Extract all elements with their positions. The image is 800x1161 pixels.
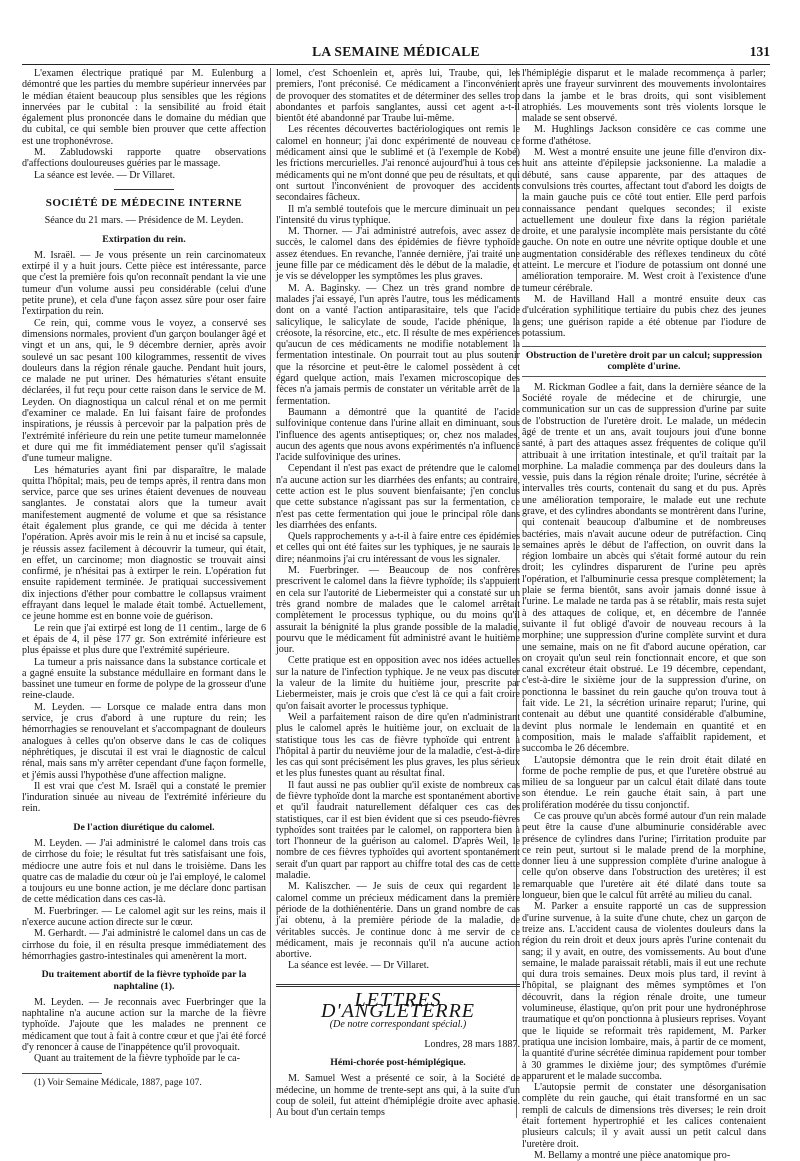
paragraph: La séance est levée. — Dr Villaret. xyxy=(288,960,430,972)
section-heading: SOCIÉTÉ DE MÉDECINE INTERNE xyxy=(45,196,243,209)
paragraph: M. Samuel West a présenté ce soir, à la Société de médecine, un homme de trente-sept ans qui, à la suite d'un coup de soleil, fut atteint d'hémiplégie droite avec aphasie. Au bout d'un certain temps xyxy=(276,1073,520,1119)
paragraph: Weil a parfaitement raison de dire qu'en n'administrant plus le calomel après le huitième jour, on excluait de la statistique tous les cas de fièvre typhoïde qui entrent à l'hôpital à partir du neuvième jour de la maladie, c'est-à-dire les cas qui sont précisément les plus graves, les plus sérieux et les plus funestes quant au résultat final. xyxy=(276,711,520,780)
paragraph: La séance est levée. — Dr Villaret. xyxy=(34,169,176,181)
journal-title: LA SEMAINE MÉDICALE xyxy=(312,44,480,59)
subheading: Hémi-chorée post-hémiplégique. xyxy=(330,1056,466,1068)
paragraph: Baumann a démontré que la quantité de l'acide sulfovinique contenue dans l'urine allait en diminuant, sous l'influence des agents antiseptiques; or, chez nos malades, aucun des agents que nous avons expérimentés n'a influencé l'acide sulfovinique des urines. xyxy=(276,406,520,464)
paragraph: M. Zabludowski rapporte quatre observations d'affections douloureuses guéries par le massage. xyxy=(22,147,266,170)
paragraph: Ce rein, qui, comme vous le voyez, a conservé ses dimensions normales, provient d'un garçon boulanger âgé et vingt et un ans, qui, le 9 décembre dernier, après avoir soulevé un sac pesant 100 kilogrammes, ressentit de vives douleurs dans la région rénale gauche. Pendant huit jours, ce malade ne put uriner. Des hématuries s'étant ensuite déclarées, il fut reçu pour cette raison dans le service de M. Leyden. On diagnostiqua un calcul rénal et on me permit d'examiner ce malade. En lui faisant faire de profondes inspirations, je réussis à percevoir par la palpation près de l'extrémité inférieure du rein une petite tumeur mamelonnée et dure qui me fit immédiatement penser qu'il s'agissait d'une tumeur maligne. xyxy=(22,317,266,465)
paragraph: Cependant il n'est pas exact de prétendre que le calomel n'a aucune action sur les diarrhées des enfants; au contraire, cette action est le plus souvent bienfaisante; j'en conclus que cette substance n'agissant pas sur la fermentation, ce n'est pas cette fermentation qui joue le principal rôle dans les diarrhées des enfants. xyxy=(276,463,520,531)
paragraph: M. Gerhardt. — J'ai administré le calomel dans un cas de cirrhose du foie, il en résulta presque immédiatement des hémorrhagies gastro-intestinales qui amenèrent la mort. xyxy=(22,928,266,962)
paragraph: Il m'a semblé toutefois que le mercure diminuait un peu l'intensité du virus typhique. xyxy=(276,203,520,226)
subheading: Extirpation du rein. xyxy=(102,233,186,245)
paragraph: M. Fuerbringer. — Beaucoup de nos confrères prescrivent le calomel dans la fièvre typhoïde; ils s'appuient en cela sur l'autorité de Liebermeister qui a constaté sur un très grand nombre de malades que le calomel arrêtait complètement le processus typhique, ou du moins qu'il assurait la bénignité la plus grande possible de la maladie, pourvu que le médicament fût administré avant le huitième jour. xyxy=(276,565,520,656)
column-1 xyxy=(22,68,266,1118)
paragraph: M. Leyden. — Je reconnais avec Fuerbringer que la naphtaline n'a aucune action sur la marche de la fièvre typhoïde. J'ajoute que les malades ne prennent ce médicament que tout à fait à contre cœur et que j'ai été forcé d'y renoncer à cause de l'inappétence qu'il provoquait. xyxy=(22,996,266,1054)
section-subtitle: (De notre correspondant spécial.) xyxy=(329,1019,467,1031)
paragraph: Il est vrai que c'est M. Israël qui a constaté le premier l'induration sinuée au niveau de l'extrémité inférieure du rein. xyxy=(22,780,266,815)
paragraph: La tumeur a pris naissance dans la substance corticale et a gagné ensuite la substance médullaire en formant dans le bassinet une tumeur en forme de polype de la grosseur d'une reine-claude. xyxy=(22,656,266,702)
paragraph: Quels rapprochements y a-t-il à faire entre ces épidémies et celles qui ont été faites sur les typhiques, je ne saurais le dire; néanmoins j'ai cru intéressant de vous les signaler. xyxy=(276,531,520,565)
paragraph: M. A. Baginsky. — Chez un très grand nombre de malades j'ai essayé, l'un après l'autre, tous les médicaments dont on a vanté l'action antiparasitaire, tels que l'acide salicylique, le salicylate de soude, l'acide phénique, la créosote, la résorcine, etc., etc. Il résulte de mes expériences qu'aucun de ces médicaments ne modifie notablement la fermentation intestinale. On pourrait tout au plus soutenir que la résorcine et peut-être le calomel possèdent à cet égard quelque action, mais l'examen microscopique des fèces n'a jamais permis de constater un véritable arrêt de la fermentation. xyxy=(276,282,520,407)
paragraph: M. Leyden. — J'ai administré le calomel dans trois cas de cirrhose du foie; le résultat fut très satisfaisant une fois, médiocre une autre fois et nul dans le troisième. Dans les quatre cas de maladie du cœur où je l'ai employé, le calomel a toujours eu une bonne action, je me déclare donc partisan de cette médication dans ces cas-là. xyxy=(22,838,266,906)
paragraph: M. West a montré ensuite une jeune fille d'environ dix-huit ans atteinte d'épilepsie jacksonienne. La maladie a débuté, sans cause apparente, par des attaques de convulsions très courtes, affectant tout d'abord les doigts de la main gauche puis ce côté tout entier. Elle perd parfois connaissance pendant quelques secondes; il existe actuellement une douleur fixe dans la région pariétale droite, et une paralysie incomplète mais persistante du côté gauche. On note en outre une névrite optique double et une augmentation considérable des réflexes tendineux du côté atteint. Le mercure et l'iodure de potassium ont donné une amélioration temporaire. M. West croit à l'existence d'une tumeur cérébrale. xyxy=(522,147,766,294)
paragraph: M. Fuerbringer. — Le calomel agit sur les reins, mais il n'exerce aucune action directe sur le cœur. xyxy=(22,905,266,929)
meeting-info: Séance du 21 mars. — Présidence de M. Leyden. xyxy=(44,215,244,227)
paragraph: M. Leyden. — Lorsque ce malade entra dans mon service, je crus d'abord à une rupture du rein; les hémorrhagies se renouvelant et s'accompagnant de douleurs analogues à celles qu'on observe dans le cas de coliques néphrétiques, je discutai il est vrai le diagnostic de calcul rénal, mais sans m'y arrêter cependant d'une façon formelle, et j'émis aussi l'hypothèse d'une affection maligne. xyxy=(22,701,266,781)
paragraph: M. Thorner. — J'ai administré autrefois, avec assez de succès, le calomel dans des épidémies de fièvre typhoïde assez étendues. En revanche, l'année dernière, j'ai traité une jeune fille par ce médicament dès le début de la maladie, et je vis se développer les symptômes les plus graves. xyxy=(276,226,520,283)
column-divider xyxy=(270,68,271,1118)
paragraph: M. Kaliszcher. — Je suis de ceux qui regardent le calomel comme un précieux médicament dans la première période de la dothiénentérie. Dans un grand nombre de cas j'ai obtenu, à la première période de la maladie, de véritables succès. Je continue donc à me servir de ce médicament, mais je reconnais qu'il n'a aucune action abortive. xyxy=(276,881,520,961)
paragraph: lomel, c'est Schoenlein et, après lui, Traube, qui, les premiers, l'ont préconisé. Ce médicament a l'inconvénient de provoquer des stomatites et de déterminer des selles trop abondantes et parfois sanglantes, aussi cet agent a-t-il bientôt été abandonné par Traube lui-même. xyxy=(276,68,520,125)
paragraph: M. Bellamy a montré une pièce anatomique pro- xyxy=(534,1149,731,1161)
subheading: Du traitement abortif de la fièvre typhoïde par la naphtaline (1). xyxy=(41,969,247,992)
paragraph: L'autopsie permit de constater une désorganisation complète du rein gauche, qui était transformé en un sac rempli de calculs de dimensions très diverses; le rein droit était fortement hypertrophié et les calices contenaient plusieurs calculs; il y avait aussi un petit calcul dans l'uretère droit. xyxy=(522,1082,766,1150)
subheading: De l'action diurétique du calomel. xyxy=(73,821,215,833)
paragraph: Les hématuries ayant fini par disparaître, le malade quitta l'hôpital; mais, peu de temps après, il rentra dans mon service, parce que ses urines étaient devenues de nouveau sanglantes. Je constatai alors que la tumeur avait manifestement augmenté de volume et que sa résistance était également plus grande, ce qui me décida à tenter l'opération. Après avoir mis le rein à nu et incisé sa capsule, je réussis assez facilement à découvrir la tumeur, qui était, en effet, un carcinome; mon diagnostic se trouvait ainsi confirmé, je n'hésitai pas à extirper le rein. L'opération fut ensuite rapidement terminée. Je pratiquai successivement dix injections d'éther pour combattre le collapsus vraiment effrayant dans lequel le malade était tombé. Actuellement, ce jeune homme est en bonne voie de guérison. xyxy=(22,464,266,623)
section-rule xyxy=(114,189,174,190)
paragraph: Il faut aussi ne pas oublier qu'il existe de nombreux cas de fièvre typhoïde dont la marche est spontanément abortive et qu'il faudrait naturellement défalquer ces cas des statistiques, car il est bien évident que si ces pseudo-fièvres typhoïdes sont traitées par le calomel, on rapportera bien à tort l'honneur de la guérison au calomel. D'après Weil, le nombre de ces fièvres typhoïdes qui avortent spontanément serait d'un quart par rapport au chiffre total des cas de cette maladie. xyxy=(276,779,520,882)
paragraph: M. Parker a ensuite rapporté un cas de suppression d'urine survenue, à la suite d'une chute, chez un garçon de treize ans. L'accident causa de violentes douleurs dans la région du rein droit et deux jours après l'urine contenait du sang; il y avait, en outre, des vomissements. Au bout d'une semaine, le malade paraissait rétabli, mais il eut une rechute qui dura trois semaines. Deux mois plus tard, il revint à l'hôpital, se plaignant des mêmes symptômes et l'on découvrit, dans la région rénale droite, une tumeur volumineuse, élastique, qu'on prit pour une hydronéphrose traumatique et qu'on ponctionna à plusieurs reprises. Voyant que le liquide se reformait très rapidement, M. Parker pratiqua une incision lombaire, mais, à partir de ce moment, la quantité d'urine sécrétée diminua rapidement pour tomber à 30 grammes le dixième jour; des symptômes d'urémie apparurent et le malade succomba. xyxy=(522,901,766,1082)
paragraph: L'examen électrique pratiqué par M. Eulenburg a démontré que les parties du membre supérieur innervées par le médian étaient beaucoup plus sensibles que les régions innervées par le cubital : la sensibilité au froid était également plus prononcée dans le domaine du médian que du cubital, ce qui semble bien prouver que cette affection est une trophonévrose. xyxy=(22,68,266,147)
page-number: 131 xyxy=(749,44,770,59)
column-2 xyxy=(276,68,520,1118)
paragraph: Les récentes découvertes bactériologiques ont remis le calomel en honneur; j'ai donc expérimenté de nouveau ce médicament ainsi que le sublimé et (à l'exemple de Kobé) les frictions mercurielles. J'ai renoncé aujourd'hui à tous ces médicaments qui ne m'ont donné que peu de résultats, et qui ont surtout l'inconvénient de provoquer des accidents secondaires fâcheux. xyxy=(276,124,520,204)
subheading: Obstruction de l'uretère droit par un calcul; suppression complète d'urine. xyxy=(522,346,766,377)
paragraph: Quant au traitement de la fièvre typhoïde par le ca- xyxy=(34,1053,240,1065)
footnote: (1) Voir Semaine Médicale, 1887, page 107. xyxy=(34,1077,202,1088)
paragraph: l'hémiplégie disparut et le malade recommença à parler; après une frayeur survinrent des mouvements involontaires dans la jambe et le bras droits, qui sont visiblement atrophiés. Les mouvements sont très violents lorsque le malade se sent observé. xyxy=(522,68,766,125)
paragraph: Le rein que j'ai extirpé est long de 11 centim., large de 6 et épais de 4, il pèse 177 gr. Son extrémité inférieure est plus épaisse et plus dure que l'extrémité supérieure. xyxy=(22,622,266,657)
dateline: Londres, 28 mars 1887. xyxy=(424,1038,520,1050)
paragraph: L'autopsie démontra que le rein droit était dilaté en forme de poche remplie de pus, et que l'uretère obstrué au milieu de sa longueur par un calcul était dilaté dans toute son étendue. Le rein gauche était sain, à part une prolifération modérée du tissu conjonctif. xyxy=(522,754,766,811)
paragraph: M. Hughlings Jackson considère ce cas comme une forme d'athétose. xyxy=(522,124,766,147)
section-heading: LETTRES D'ANGLETERRE xyxy=(276,984,520,1018)
paragraph: M. Israël. — Je vous présente un rein carcinomateux extirpé il y a huit jours. Cette pièce est intéressante, parce que c'est la première fois qu'on reconnaît pendant la vie une tumeur d'un volume aussi peu considérable (celui d'une petite prune), et cela d'une façon assez sûre pour oser faire l'extirpation du rein. xyxy=(22,249,266,318)
paragraph: Cette pratique est en opposition avec nos idées actuelles sur la nature de l'infection typhique. Je ne veux pas discuter la valeur de la limite du huitième jour, prescrite par Liebermeister, mais je crois que c'est là ce qui a fait croire qu'on faisait avorter le processus typhique. xyxy=(276,655,520,712)
paragraph: Ce cas prouve qu'un abcès formé autour d'un rein malade peut être la cause d'une albuminurie considérable avec présence de cylindres dans l'urine; l'irritation produite par ce rein peut, surtout si le malade prend de la morphine, donner lieu à une suppression complète d'urine analogue à celle qu'on observe dans l'obstruction des uretères; il est remarquable que l'uretère ait été dilaté dans toute sa longueur, bien que le calcul fût arrêté au milieu du canal. xyxy=(522,811,766,902)
footnote-rule xyxy=(22,1073,102,1074)
paragraph: M. Rickman Godlee a fait, dans la dernière séance de la Société royale de médecine et de chirurgie, une communication sur un cas de suppression d'urine par suite de l'obstruction de l'uretère droit. Le malade, un médecin âgé de trente et un ans, avait toujours joui d'une bonne santé, à part des attaques assez fréquentes de colique qu'il attribuait à une irritation intestinale, et qu'il traitait par la morphine. La maladie commença par des douleurs dans la vessie, puis dans la région rénale droite; l'urine, sécrétée à intervalles très courts, contenait du sang et du pus. Après une amélioration temporaire, le malade eut une rechute grave, et des cylindres abondants se montrèrent dans l'urine, qui contenait beaucoup d'albumine et de nombreuses bactéries, mais n'avait aucune odeur de putréfaction. Cinq semaines après le début de l'affection, on ouvrit dans la région lombaire un abcès qui s'était formé autour du rein droit; les cylindres disparurent de l'urine peu après l'opération, et l'albuminurie cessa presque complètement; la plaie se ferma bientôt, sans avoir jamais donné issue à l'urine. Le malade ne tarda pas à se rétablir, mais resta sujet à des attaques de colique, et, en décembre de l'année suivante il fut obligé d'avoir de nouveau recours à la morphine; une suppression d'urine complète survint et dura une semaine, mais on ne fit d'abord aucune opération, car on croyait qu'un seul rein fonctionnait encore, et que son canal excréteur était obstrué. Le 19 décembre, cependant, c'est-à-dire le sixième jour de la suppression d'urine, on ponctionna le bassinet du rein gauche qu'on trouva tout à fait vide. Le 21, la sécrétion urinaire reparut; l'urine, qui contenait au début une quantité considérable d'albumine, devint plus normale le lendemain en quantité et en composition, mais le malade s'affaiblit rapidement, et succomba le 26 décembre. xyxy=(522,381,766,755)
column-3 xyxy=(522,68,766,1161)
page-header xyxy=(22,44,770,65)
paragraph: M. de Havilland Hall a montré ensuite deux cas d'ulcération syphilitique tertiaire du pubis chez des jeunes gens; une guérison rapide a été obtenue par l'iodure de potassium. xyxy=(522,293,766,339)
